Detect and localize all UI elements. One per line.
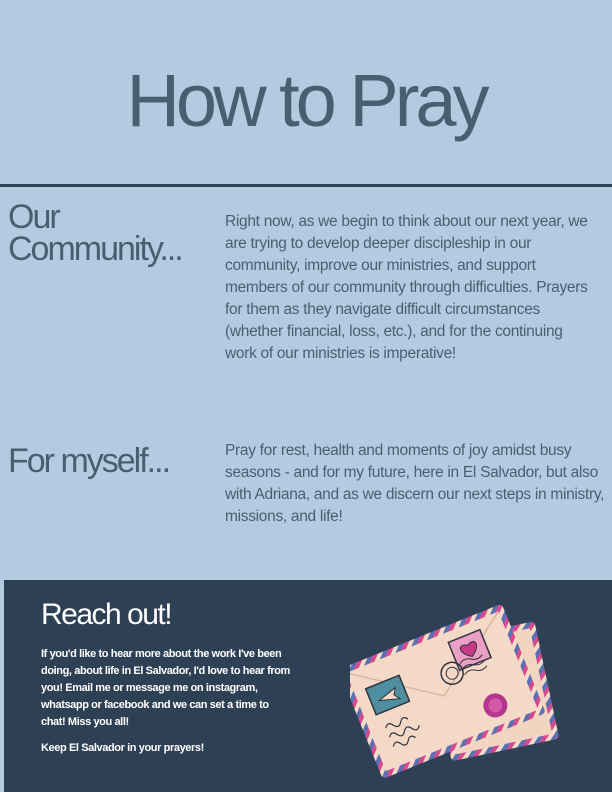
community-paragraph: Right now, as we begin to think about our next year, we are trying to develop deeper discipleship in our community, improve our ministries, and support members of our community through difficulties. Prayers for them as they navigate difficult circumstances (whether financial, loss, etc.), and for the continuing work of our ministries is imperative! (225, 213, 588, 362)
envelope-with-stamps-icon (350, 590, 560, 786)
reach-out-title: Reach out! (41, 598, 172, 631)
page-title: How to Pray (126, 59, 486, 142)
myself-heading: For myself... (8, 442, 170, 480)
myself-paragraph: Pray for rest, health and moments of joy amidst busy seasons - and for my future, here in El Salvador, but also with Adriana, and as we discern our next steps in ministry, missions, and life! (225, 442, 605, 525)
community-heading (8, 198, 182, 268)
reach-out-footer (4, 580, 612, 792)
reach-out-closing: Keep El Salvador in your prayers! (41, 742, 204, 754)
section-divider (0, 184, 612, 187)
community-heading-line2: Community... (8, 230, 182, 268)
community-heading-line1: Our (8, 198, 59, 236)
reach-out-text: If you'd like to hear more about the work I've been doing, about life in El Salvador, I'd love to hear from you! Email me or message me on instagram, whatsapp or facebook and we can set a time to chat! Miss you all! (41, 648, 290, 728)
